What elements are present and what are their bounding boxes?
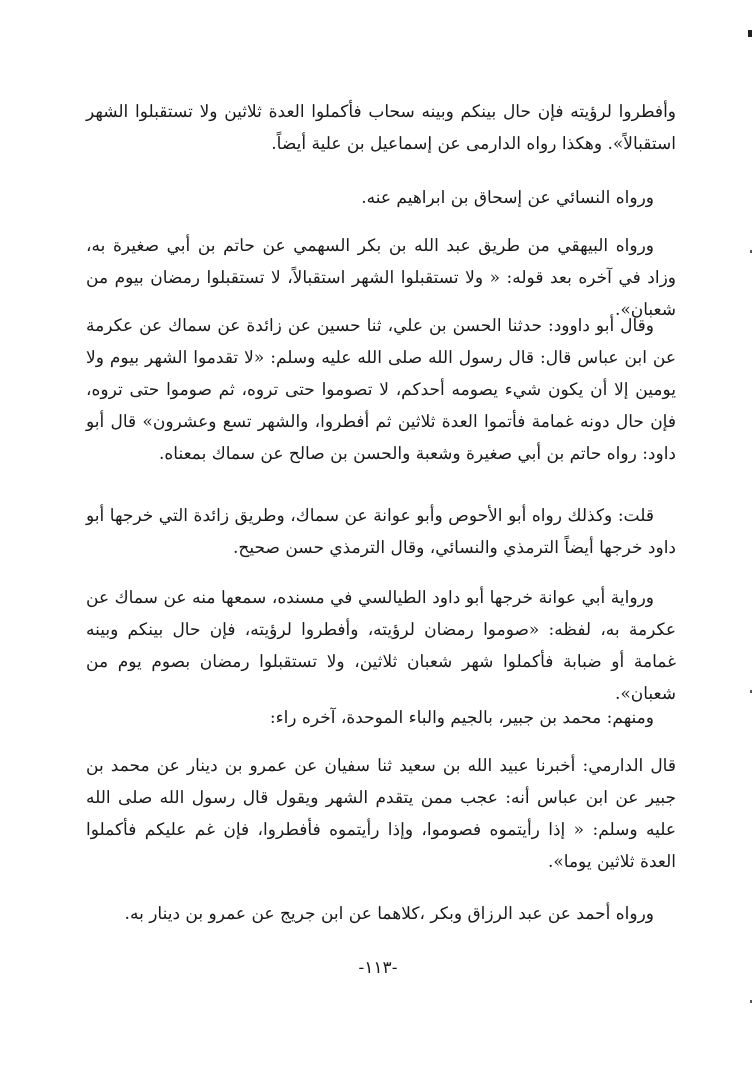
edge-tick-mark [750, 250, 752, 253]
paragraph-3: ورواه البيهقي من طريق عبد الله بن بكر السهمي عن حاتم بن أبي صغيرة به، وزاد في آخره بعد قوله: « ولا تستقبلوا الشهر استقبالاً، لا تستقبلوا رمضان بيوم من شعبان». [86, 236, 676, 320]
paragraph-1: وأفطروا لرؤيته فإن حال بينكم وبينه سحاب فأكملوا العدة ثلاثين ولا تستقبلوا الشهر استقبالاً». وهكذا رواه الدارمى عن إسماعيل بن علية أيضاً. [86, 102, 676, 154]
page-number: -١١٣- [358, 958, 398, 978]
paragraph-4: وقال أبو داوود: حدثنا الحسن بن علي، ثنا حسين عن زائدة عن سماك عن عكرمة عن ابن عباس قال: قال رسول الله صلى الله عليه وسلم: «لا تقدموا الشهر بيوم ولا يومين إلا أن يكون شيء يصومه أحدكم، لا تصوموا حتى تروه، ثم صوموا حتى تروه، فإن حال دونه غمامة فأتموا العدة ثلاثين ثم أفطروا، والشهر تسع وعشرون» قال أبو داود: رواه حاتم بن أبي صغيرة وشعبة والحسن بن صالح عن سماك بمعناه. [86, 316, 676, 464]
edge-tick-mark [750, 1000, 752, 1003]
edge-tick-mark [750, 690, 752, 693]
paragraph-5: قلت: وكذلك رواه أبو الأحوص وأبو عوانة عن سماك، وطريق زائدة التي خرجها أبو داود خرجها أيضاً الترمذي والنسائي، وقال الترمذي حسن صحيح. [86, 506, 676, 558]
paragraph-7: ومنهم: محمد بن جبير، بالجيم والباء الموحدة، آخره راء: [269, 708, 654, 728]
corner-ink-mark [748, 30, 752, 37]
paragraph-6: ورواية أبي عوانة خرجها أبو داود الطيالسي في مسنده، سمعها منه عن سماك عن عكرمة به، لفظه: «صوموا رمضان لرؤيته، وأفطروا لرؤيته، فإن حال بينكم وبينه غمامة أو ضبابة فأكملوا شهر شعبان ثلاثين، ولا تستقبلوا رمضان بصوم يوم من شعبان». [86, 588, 676, 704]
paragraph-2: ورواه النسائي عن إسحاق بن ابراهيم عنه. [361, 188, 654, 208]
paragraph-8: قال الدارمي: أخبرنا عبيد الله بن سعيد ثنا سفيان عن عمرو بن دينار عن محمد بن جبير عن ابن عباس أنه: عجب ممن يتقدم الشهر ويقول قال رسول الله صلى الله عليه وسلم: « إذا رأيتموه فصوموا، وإذا رأيتموه فأفطروا، فإن غم عليكم فأكملوا العدة ثلاثين يوما». [86, 756, 676, 872]
paragraph-9: ورواه أحمد عن عبد الرزاق وبكر ،كلاهما عن ابن جريج عن عمرو بن دينار به. [124, 904, 654, 924]
